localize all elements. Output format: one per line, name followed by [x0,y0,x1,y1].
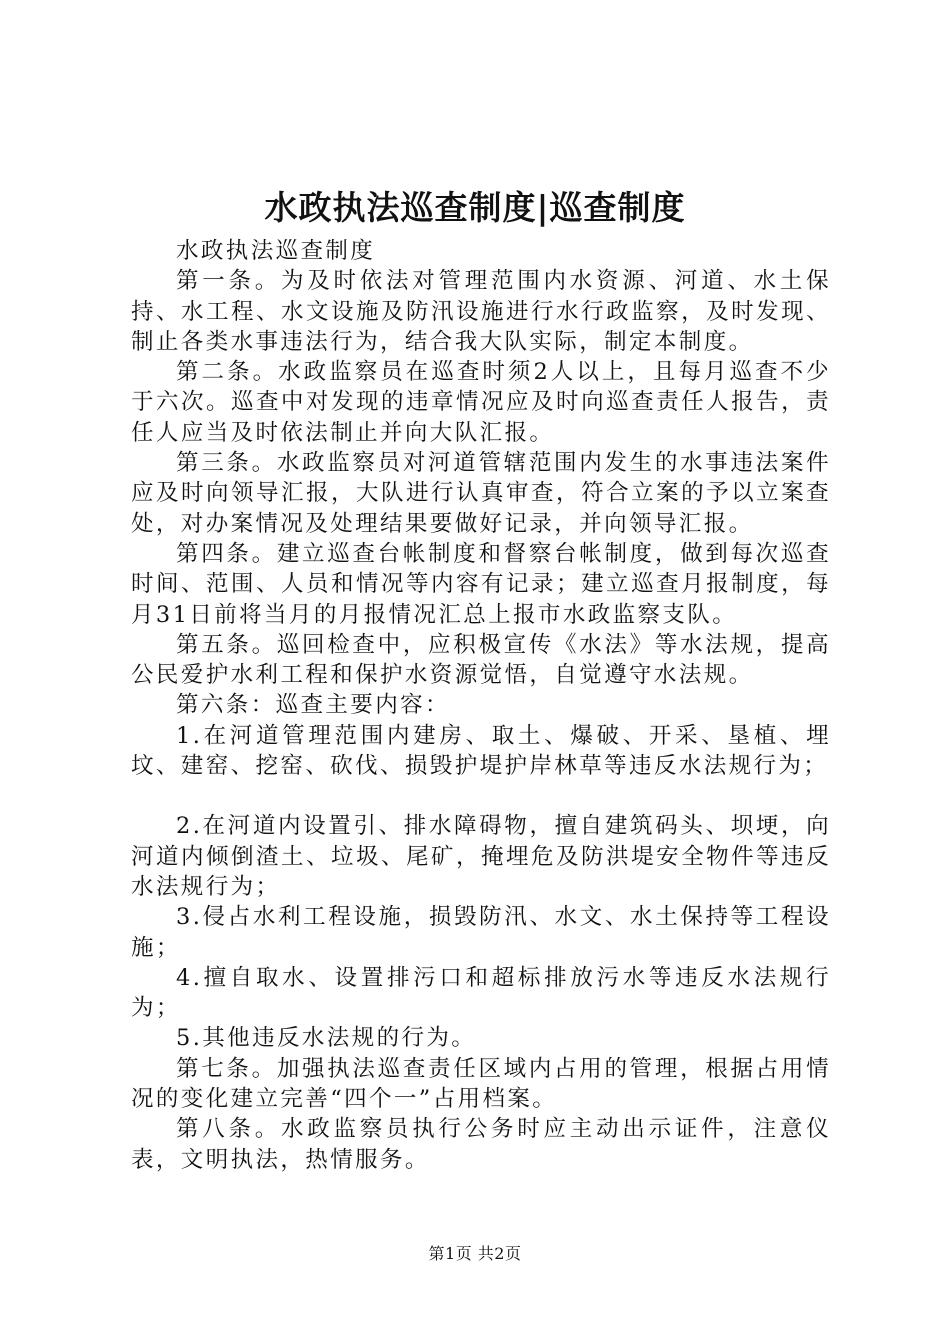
list-item-5: 5.其他违反水法规的行为。 [176,1025,477,1052]
paragraph-article-4: 第四条。建立巡查台帐制度和督察台帐制度，做到每次巡查时间、范围、人员和情况等内容有记录；建立巡查月报制度，每月31日前将当月的月报情况汇总上报市水政监察支队。 [131,540,831,628]
paragraph-article-2: 第二条。水政监察员在巡查时须2人以上，且每月巡查不少于六次。巡查中对发现的违章情况应及时向巡查责任人报告，责任人应当及时依法制止并向大队汇报。 [131,359,831,446]
paragraph-article-1: 第一条。为及时依法对管理范围内水资源、河道、水土保持、水工程、水文设施及防汛设施进行水行政监察，及时发现、制止各类水事违法行为，结合我大队实际，制定本制度。 [131,268,831,355]
list-item-2: 2.在河道内设置引、排水障碍物，擅自建筑码头、坝埂，向河道内倾倒渣土、垃圾、尾矿，掩埋危及防洪堤安全物件等违反水法规行为； [131,813,831,900]
list-item-3: 3.侵占水利工程设施，损毁防汛、水文、水土保持等工程设施； [131,904,831,961]
paragraph-article-5: 第五条。巡回检查中，应积极宣传《水法》等水法规，提高公民爱护水利工程和保护水资源觉悟，自觉遵守水法规。 [131,631,831,689]
paragraph-article-3: 第三条。水政监察员对河道管辖范围内发生的水事违法案件应及时向领导汇报，大队进行认真审查，符合立案的予以立案查处，对办案情况及处理结果要做好记录，并向领导汇报。 [131,450,831,537]
paragraph-article-6: 第六条：巡查主要内容： [176,692,450,719]
paragraph-article-7: 第七条。加强执法巡查责任区域内占用的管理，根据占用情况的变化建立完善“四个一”占用档案。 [131,1055,831,1113]
paragraph-article-8: 第八条。水政监察员执行公务时应主动出示证件，注意仪表，文明执法，热情服务。 [131,1116,831,1173]
paragraph-subtitle: 水政执法巡查制度 [176,238,376,264]
page-footer: 第1页 共2页 [428,1244,522,1263]
document-body [131,236,831,1175]
list-item-1: 1.在河道管理范围内建房、取土、爆破、开采、垦植、埋坟、建窑、挖窑、砍伐、损毁护堤护岸林草等违反水法规行为； [131,722,831,780]
document-title: 水政执法巡查制度|巡查制度 [264,188,686,227]
list-item-4: 4.擅自取水、设置排污口和超标排放污水等违反水法规行为； [131,964,831,1022]
